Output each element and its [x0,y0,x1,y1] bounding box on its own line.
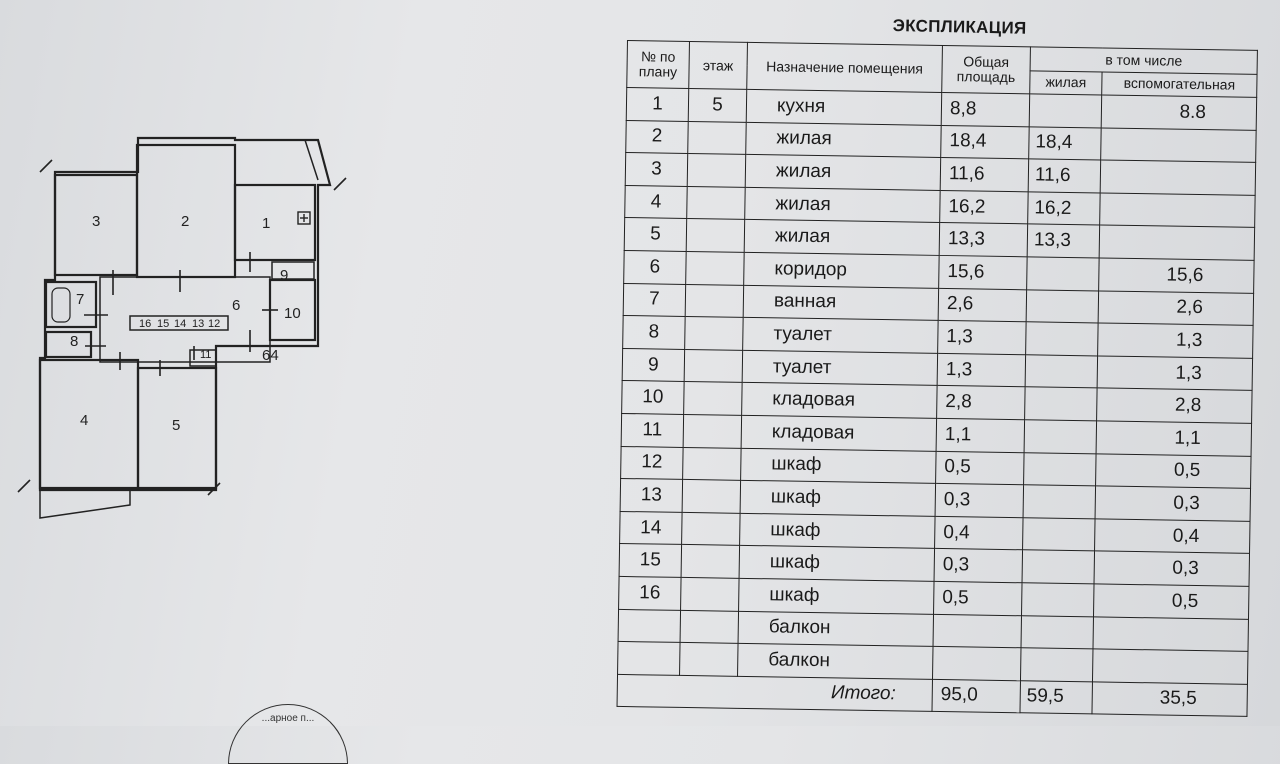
total-living-value: 59,5 [1020,680,1093,714]
row-purpose: коридор [744,252,939,288]
header-living: жилая [1030,70,1102,95]
header-including: в том числе [1030,47,1257,74]
row-living-area [1020,648,1093,682]
room-6-label: 6 [232,297,241,314]
row-total-area: 0,5 [936,451,1025,485]
closet-12-label: 12 [208,318,221,330]
row-floor [686,251,745,285]
row-living-area: 16,2 [1028,192,1101,226]
row-purpose: жилая [745,187,940,223]
row-purpose: жилая [745,155,940,191]
total-label: Итого: [617,674,932,712]
stamp: ...арное п... [228,704,348,764]
row-purpose: жилая [744,220,939,256]
row-total-area: 0,5 [934,581,1023,615]
row-total-area: 1,1 [936,418,1025,452]
row-purpose: шкаф [741,448,936,484]
row-living-area [1023,517,1096,551]
room-7-label: 7 [76,291,85,308]
row-total-area: 13,3 [939,223,1028,257]
header-auxiliary: вспомогательная [1102,71,1257,97]
row-total-area: 1,3 [937,353,1026,387]
closet-14-label: 14 [174,318,187,330]
row-floor [685,284,744,318]
row-floor [682,512,741,546]
row-floor [684,349,743,383]
row-total-area: 8,8 [941,92,1030,126]
row-purpose: туалет [742,350,937,386]
row-number: 16 [619,576,682,610]
total-area-value: 95,0 [932,679,1021,713]
row-aux-area: 0,3 [1094,551,1250,586]
room-2-label: 2 [181,213,190,230]
row-number: 6 [624,250,687,284]
room-1-label: 1 [262,215,271,232]
room-3-label: 3 [92,213,101,230]
row-aux-area: 0,5 [1096,453,1252,488]
row-purpose: туалет [743,318,938,354]
row-living-area: 13,3 [1027,224,1100,258]
row-aux-area: 2,8 [1097,388,1253,423]
row-aux-area [1092,649,1248,684]
row-total-area: 11,6 [940,158,1029,192]
row-number: 3 [625,153,688,187]
row-floor [682,480,741,514]
row-total-area: 15,6 [939,255,1028,289]
row-living-area: 18,4 [1029,126,1102,160]
row-total-area: 0,3 [934,549,1023,583]
row-aux-area [1099,225,1255,260]
row-total-area: 0,4 [935,516,1024,550]
row-living-area [1027,257,1100,291]
room-5-label: 5 [172,417,181,434]
header-no: № по плану [627,41,690,89]
row-total-area: 0,3 [935,484,1024,518]
row-purpose: кухня [746,89,941,125]
document-title: ЭКСПЛИКАЦИЯ [892,16,1027,38]
row-living-area [1024,420,1097,454]
row-living-area [1026,289,1099,323]
row-floor [688,121,747,155]
row-living-area [1026,322,1099,356]
header-purpose: Назначение помещения [747,42,943,92]
room-9-label: 9 [280,267,289,284]
row-aux-area: 0,3 [1095,486,1251,521]
row-number: 4 [625,185,688,219]
room-4-label: 4 [80,412,89,429]
row-total-area: 2,6 [938,288,1027,322]
explication-table [617,40,1258,717]
room-11-label: 11 [200,349,212,361]
closet-16-label: 16 [139,318,152,330]
header-floor: этаж [689,41,748,89]
row-floor [686,219,745,253]
row-living-area [1025,355,1098,389]
row-aux-area [1100,160,1256,195]
row-purpose: жилая [746,122,941,158]
row-number [618,642,681,676]
row-aux-area: 2,6 [1098,291,1254,326]
row-total-area [932,646,1021,680]
row-number: 7 [623,283,686,317]
row-floor [681,577,740,611]
row-living-area [1022,550,1095,584]
row-purpose: ванная [743,285,938,321]
explication-table-wrap [617,40,1257,715]
row-number: 13 [620,479,683,513]
table-body [618,88,1257,685]
row-number: 9 [622,348,685,382]
row-aux-area [1101,128,1257,163]
row-floor [685,317,744,351]
floor-plan-drawing [0,120,360,540]
row-number: 12 [621,446,684,480]
room-8-label: 8 [70,333,79,350]
row-aux-area: 0,4 [1095,519,1251,554]
row-floor [687,186,746,220]
total-aux-value: 35,5 [1092,682,1248,717]
row-aux-area: 1,3 [1098,323,1254,358]
row-living-area [1029,94,1102,128]
row-aux-area [1100,193,1256,228]
row-living-area: 11,6 [1028,159,1101,193]
row-purpose: балкон [738,611,933,647]
row-aux-area: 0,5 [1094,584,1250,619]
row-floor [680,610,739,644]
row-number: 8 [623,316,686,350]
row-living-area [1025,387,1098,421]
row-number: 14 [620,511,683,545]
row-purpose: шкаф [739,546,934,582]
row-purpose: шкаф [740,513,935,549]
row-total-area: 1,3 [938,321,1027,355]
row-number: 11 [621,413,684,447]
row-total-area: 18,4 [941,125,1030,159]
row-total-area [933,614,1022,648]
row-number: 1 [626,88,689,122]
room-10-label: 10 [284,305,301,322]
row-number [618,609,681,643]
row-purpose: шкаф [739,578,934,614]
closet-13-label: 13 [192,318,205,330]
row-aux-area: 1,1 [1096,421,1252,456]
row-aux-area: 1,3 [1097,356,1253,391]
row-purpose: балкон [738,643,933,679]
row-living-area [1023,485,1096,519]
row-living-area [1024,452,1097,486]
row-aux-area [1093,616,1249,651]
dimension-label: 64 [262,347,279,364]
row-aux-area: 15,6 [1099,258,1255,293]
closet-15-label: 15 [157,318,170,330]
row-purpose: кладовая [742,383,937,419]
row-living-area [1021,615,1094,649]
row-floor [684,382,743,416]
row-floor: 5 [688,88,747,122]
header-total-area: Общая площадь [942,45,1031,93]
row-living-area [1022,583,1095,617]
row-floor [683,414,742,448]
row-aux-area: 8.8 [1101,95,1257,130]
row-number: 15 [619,544,682,578]
floor-plan [0,120,360,540]
row-purpose: шкаф [740,480,935,516]
row-number: 5 [624,218,687,252]
row-total-area: 16,2 [940,190,1029,224]
row-number: 2 [626,120,689,154]
row-floor [687,154,746,188]
row-floor [680,643,739,677]
row-floor [683,447,742,481]
row-number: 10 [622,381,685,415]
row-floor [681,545,740,579]
row-total-area: 2,8 [937,386,1026,420]
row-purpose: кладовая [741,415,936,451]
